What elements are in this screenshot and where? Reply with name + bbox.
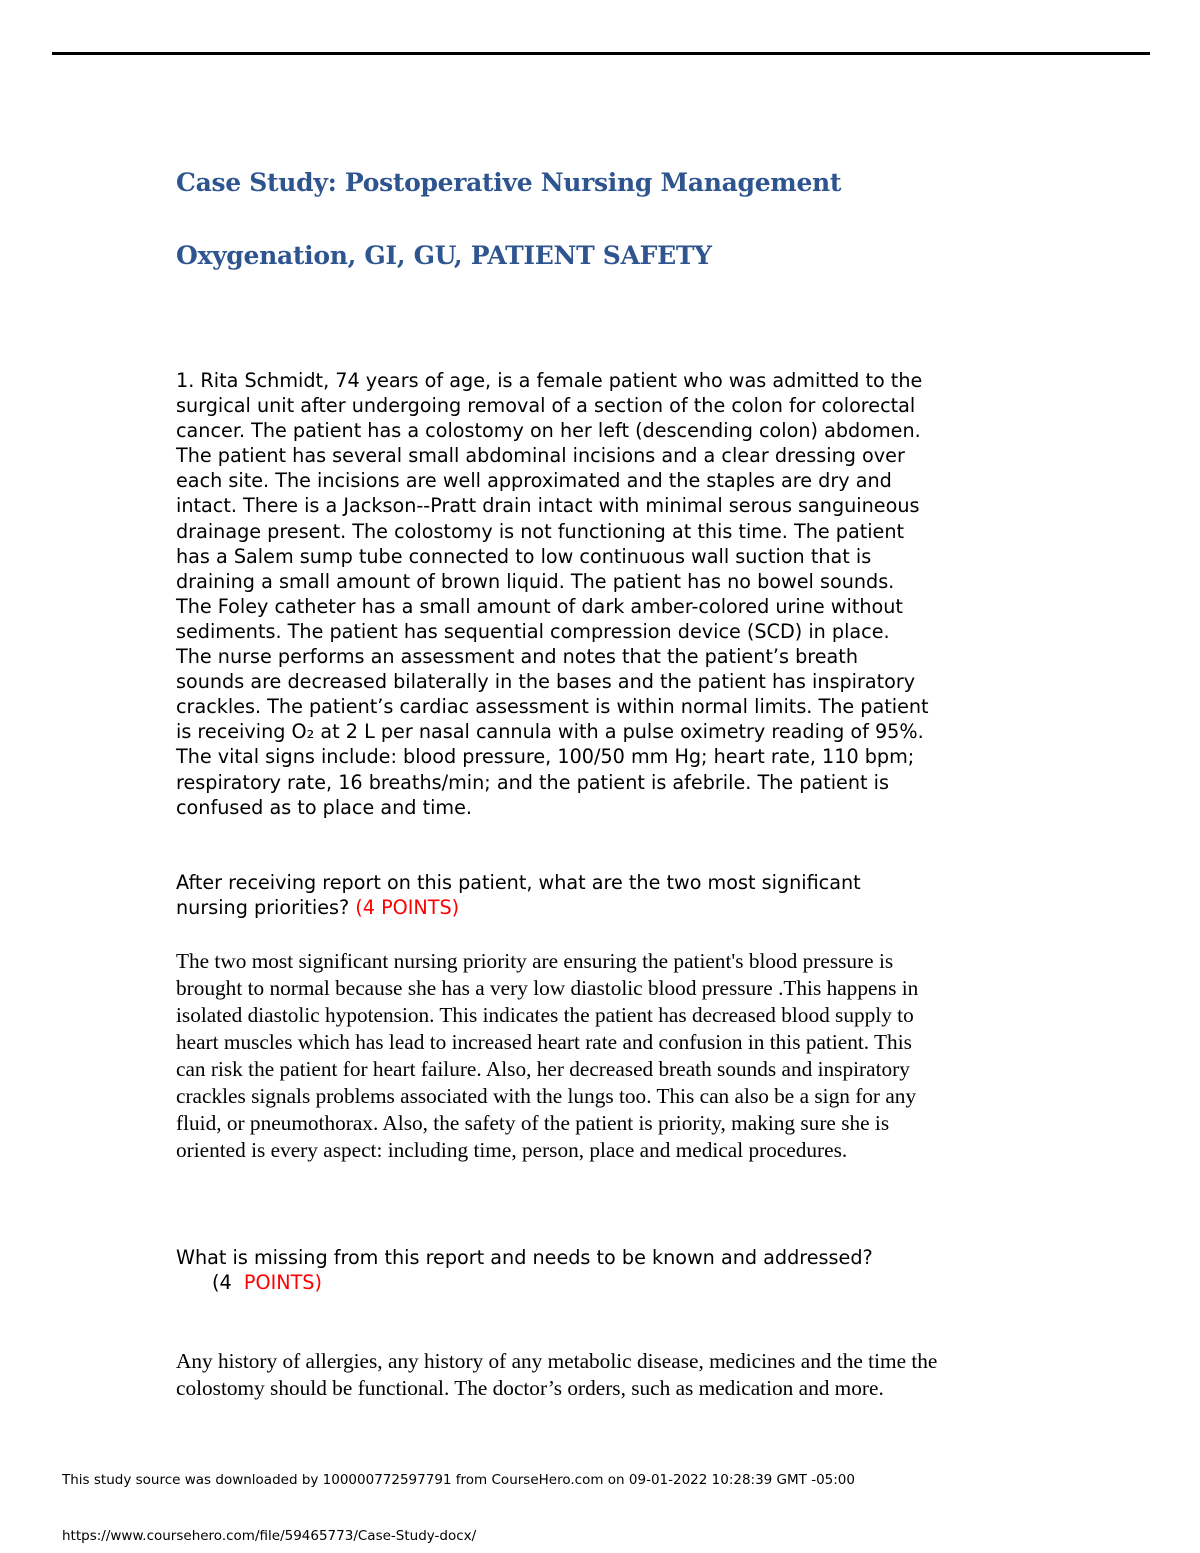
- case-description-line: 1. Rita Schmidt, 74 years of age, is a female patient who was admitted to the: [176, 369, 923, 392]
- question-2: [176, 1245, 873, 1295]
- document-subtitle: Oxygenation, GI, GU, PATIENT SAFETY: [176, 241, 712, 270]
- answer-1: [176, 948, 1036, 1164]
- case-description-line: sediments. The patient has sequential compression device (SCD) in place.: [176, 619, 890, 643]
- case-description-line: sounds are decreased bilaterally in the bases and the patient has inspiratory: [176, 670, 916, 694]
- case-description-line: crackles. The patient’s cardiac assessment is within normal limits. The patient: [176, 695, 929, 719]
- case-description-line: surgical unit after undergoing removal of a section of the colon for colorectal: [176, 394, 916, 418]
- top-horizontal-rule: [52, 52, 1150, 55]
- case-description-line: draining a small amount of brown liquid. The patient has no bowel sounds.: [176, 569, 895, 593]
- case-description-line: has a Salem sump tube connected to low continuous wall suction that is: [176, 544, 872, 568]
- answer-1-line: oriented is every aspect: including time, person, place and medical procedures.: [176, 1138, 848, 1162]
- question-2-line-1: What is missing from this report and needs to be known and addressed?: [176, 1246, 873, 1269]
- source-url: https://www.coursehero.com/file/59465773/Case-Study-docx/: [62, 1528, 477, 1544]
- download-source-note: This study source was downloaded by 100000772597791 from CourseHero.com on 09-01-2022 10:28:39 GMT -05:00: [62, 1472, 855, 1488]
- question-1: [176, 870, 861, 920]
- case-description-line: confused as to place and time.: [176, 795, 473, 819]
- question-1-line-1: After receiving report on this patient, what are the two most significant: [176, 871, 861, 894]
- answer-1-line: can risk the patient for heart failure. Also, her decreased breath sounds and inspiratory: [176, 1057, 910, 1081]
- answer-2: [176, 1348, 1036, 1402]
- answer-2-line: Any history of allergies, any history of any metabolic disease, medicines and the time the: [176, 1349, 938, 1373]
- case-description-line: cancer. The patient has a colostomy on her left (descending colon) abdomen.: [176, 419, 921, 443]
- document-title: Case Study: Postoperative Nursing Management: [176, 168, 842, 197]
- case-description-line: drainage present. The colostomy is not functioning at this time. The patient: [176, 519, 905, 543]
- case-description-line: The vital signs include: blood pressure, 100/50 mm Hg; heart rate, 110 bpm;: [176, 745, 915, 769]
- question-2-points: POINTS): [243, 1271, 322, 1295]
- answer-1-line: brought to normal because she has a very low diastolic blood pressure .This happens in: [176, 976, 919, 1000]
- case-description: [176, 368, 1036, 820]
- answer-1-line: fluid, or pneumothorax. Also, the safety of the patient is priority, making sure she is: [176, 1111, 890, 1135]
- case-description-line: respiratory rate, 16 breaths/min; and the patient is afebrile. The patient is: [176, 770, 889, 794]
- question-1-text-end: nursing priorities?: [176, 896, 350, 920]
- question-1-points: (4 POINTS): [355, 896, 460, 920]
- answer-1-line: isolated diastolic hypotension. This indicates the patient has decreased blood supply to: [176, 1003, 914, 1027]
- case-description-line: is receiving O₂ at 2 L per nasal cannula with a pulse oximetry reading of 95%.: [176, 720, 924, 744]
- case-description-line: intact. There is a Jackson--Pratt drain intact with minimal serous sanguineous: [176, 494, 920, 518]
- case-description-line: each site. The incisions are well approximated and the staples are dry and: [176, 469, 892, 493]
- case-description-line: The nurse performs an assessment and notes that the patient’s breath: [176, 645, 858, 669]
- answer-1-line: heart muscles which has lead to increased heart rate and confusion in this patient. This: [176, 1030, 912, 1054]
- case-description-line: The Foley catheter has a small amount of dark amber-colored urine without: [176, 594, 903, 618]
- question-2-points-open: (4: [212, 1271, 232, 1295]
- case-description-line: The patient has several small abdominal incisions and a clear dressing over: [176, 444, 905, 468]
- answer-2-line: colostomy should be functional. The doctor’s orders, such as medication and more.: [176, 1376, 884, 1400]
- answer-1-line: The two most significant nursing priority are ensuring the patient's blood pressure is: [176, 949, 894, 973]
- answer-1-line: crackles signals problems associated with the lungs too. This can also be a sign for any: [176, 1084, 917, 1108]
- question-1-line-2: [176, 895, 861, 920]
- question-2-points-line: [176, 1270, 873, 1295]
